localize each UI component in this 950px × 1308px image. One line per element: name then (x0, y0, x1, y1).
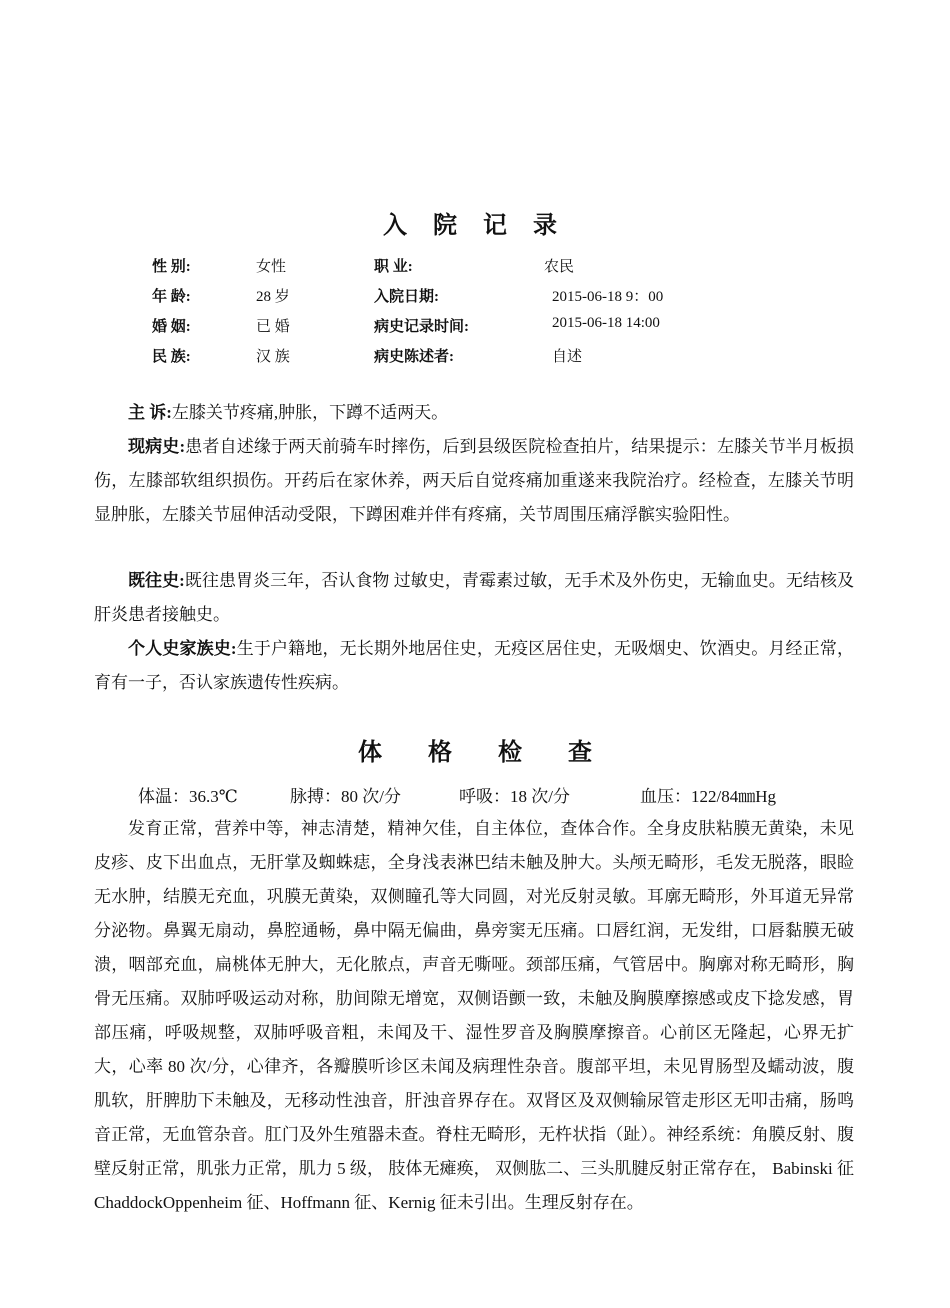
chief-complaint-label: 主 诉: (128, 403, 172, 422)
personal-family-label: 个人史家族史: (128, 639, 237, 658)
document-title: 入 院 记 录 (383, 213, 567, 239)
marriage-value: 已 婚 (256, 319, 290, 335)
physical-exam-title: 体格检查 (358, 740, 638, 766)
gender-value: 女性 (256, 259, 287, 275)
temperature: 体温：36.3℃ (138, 787, 238, 806)
chief-complaint-text: 左膝关节疼痛,肿胀，下蹲不适两天。 (171, 403, 449, 422)
present-illness-label: 现病史: (128, 437, 186, 456)
pulse: 脉搏：80 次/分 (290, 787, 401, 806)
occupation-value: 农民 (544, 259, 575, 275)
past-history-text: 既往患胃炎三年，否认食物 过敏史，青霉素过敏，无手术及外伤史，无输血史。无结核及肝炎患者接触史。 (94, 571, 854, 624)
occupation-label: 职 业: (374, 259, 413, 275)
narrator-value: 自述 (552, 349, 583, 365)
admission-date-label: 入院日期: (374, 289, 439, 305)
personal-family-history (94, 632, 854, 700)
age-label: 年 龄: (152, 289, 191, 305)
admission-date-value: 2015-06-18 9：00 (552, 289, 664, 305)
past-history-label: 既往史: (128, 571, 185, 590)
record-time-value: 2015-06-18 14:00 (552, 315, 660, 331)
blood-pressure: 血压：122/84㎜Hg (640, 787, 776, 806)
gender-label: 性 别: (152, 259, 191, 275)
narrator-label: 病史陈述者: (374, 349, 454, 365)
present-illness-text: 患者自述缘于两天前骑车时摔伤，后到县级医院检查拍片，结果提示：左膝关节半月板损伤，左膝部软组织损伤。开药后在家休养，两天后自觉疼痛加重遂来我院治疗。经检查，左膝关节明显肿胀，左膝关节屈伸活动受限，下蹲困难并伴有疼痛，关节周围压痛浮髌实验阳性。 (94, 437, 854, 524)
personal-family-text: 生于户籍地，无长期外地居住史，无疫区居住史，无吸烟史、饮酒史。月经正常，育有一子，否认家族遗传性疾病。 (94, 639, 855, 692)
respiration: 呼吸：18 次/分 (459, 787, 570, 806)
chief-complaint (94, 396, 854, 430)
exam-findings: 发育正常，营养中等，神志清楚，精神欠佳，自主体位，查体合作。全身皮肤粘膜无黄染，未见皮疹、皮下出血点，无肝掌及蜘蛛痣，全身浅表淋巴结未触及肿大。头颅无畸形，毛发无脱落，眼睑无水肿，结膜无充血，巩膜无黄染，双侧瞳孔等大同圆，对光反射灵敏。耳廓无畸形，外耳道无异常分泌物。鼻翼无扇动，鼻腔通畅，鼻中隔无偏曲，鼻旁窦无压痛。口唇红润，无发绀，口唇黏膜无破溃，咽部充血，扁桃体无肿大，无化脓点，声音无嘶哑。颈部压痛，气管居中。胸廓对称无畸形，胸骨无压痛。双肺呼吸运动对称，肋间隙无增宽，双侧语颤一致，未触及胸膜摩擦感或皮下捻发感，胃部压痛，呼吸规整，双肺呼吸音粗，未闻及干、湿性罗音及胸膜摩擦音。心前区无隆起，心界无扩大，心率 80 次/分，心律齐，各瓣膜听诊区未闻及病理性杂音。腹部平坦，未见胃肠型及蠕动波，腹肌软，肝脾肋下未触及，无移动性浊音，肝浊音界存在。双肾区及双侧输尿管走形区无叩击痛，肠鸣音正常，无血管杂音。肛门及外生殖器未查。脊柱无畸形，无杵状指（趾）。神经系统：角膜反射、腹壁反射正常，肌张力正常，肌力 5 级， 肢体无瘫痪， 双侧肱二、三头肌腱反射正常存在， Babinski 征 ChaddockOppenheim 征、Hoffmann 征、Kernig 征未引出。生理反射存在。 (94, 819, 854, 1212)
present-illness (94, 430, 854, 532)
marriage-label: 婚 姻: (152, 319, 191, 335)
ethnicity-label: 民 族: (152, 349, 191, 365)
ethnicity-value: 汉 族 (256, 349, 290, 365)
record-time-label: 病史记录时间: (374, 319, 469, 335)
age-value: 28 岁 (256, 289, 290, 305)
past-history (94, 564, 854, 632)
